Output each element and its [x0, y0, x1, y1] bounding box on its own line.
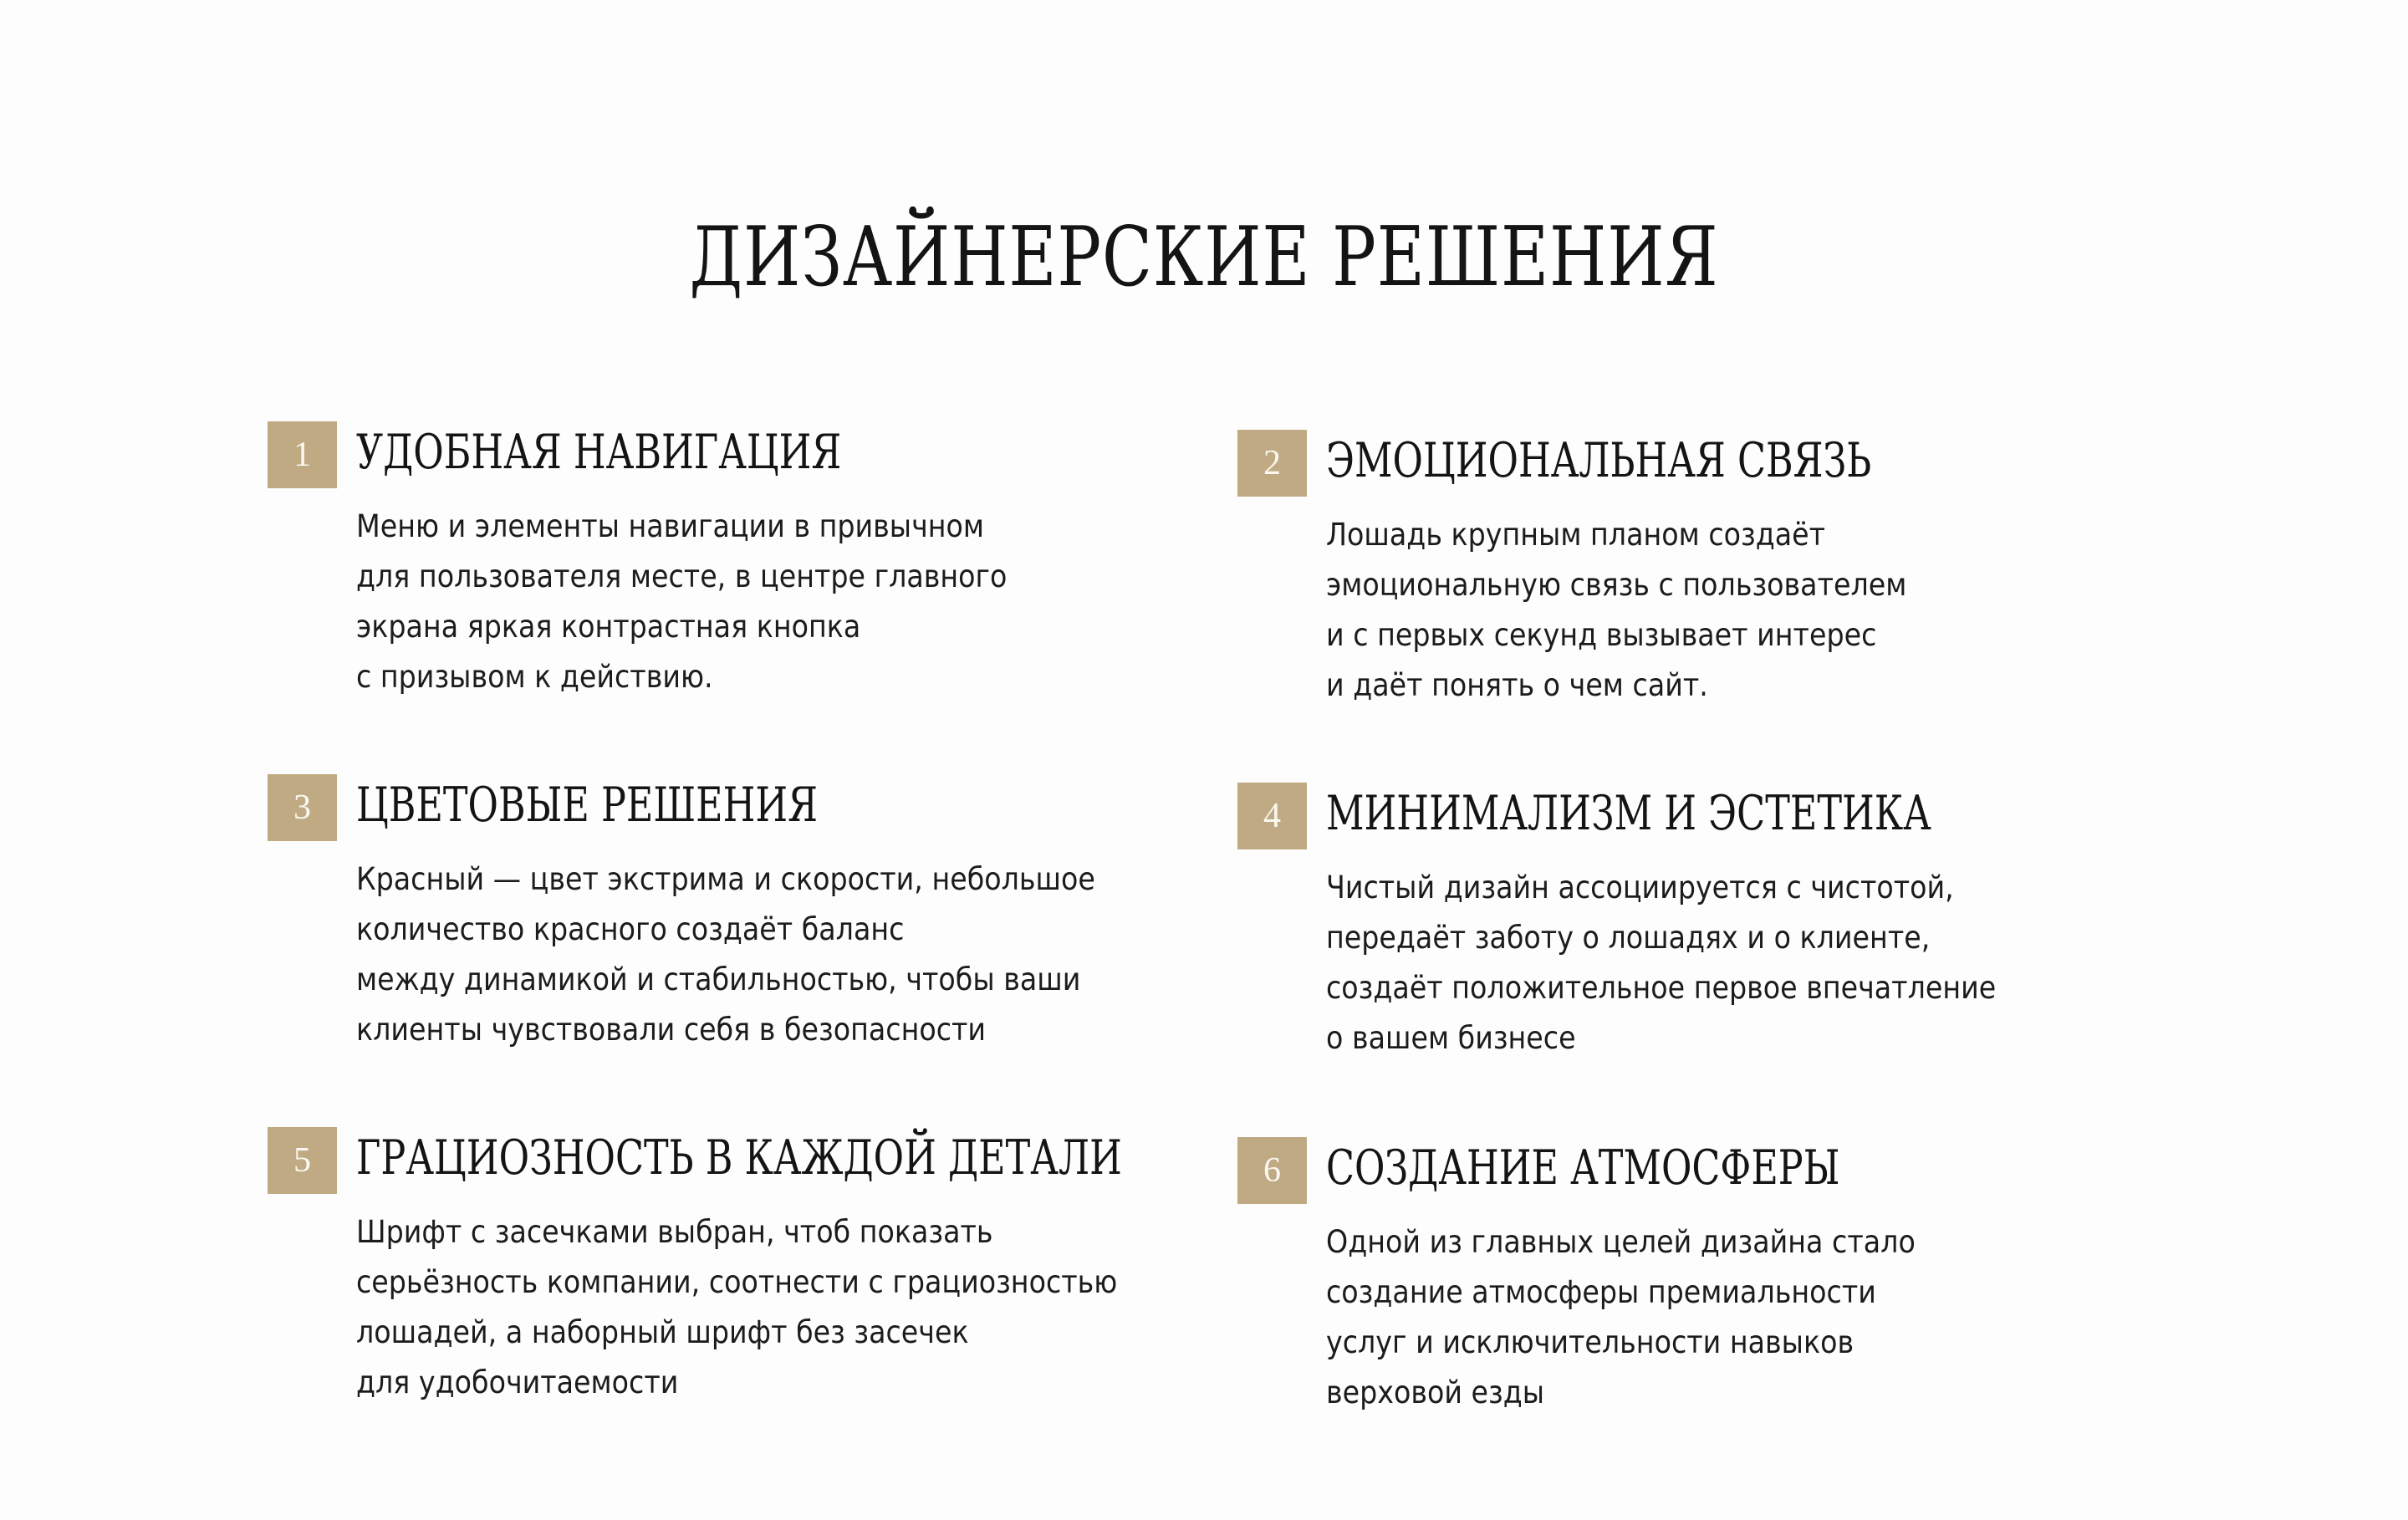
feature-heading: ЦВЕТОВЫЕ РЕШЕНИЯ	[356, 778, 819, 833]
description-line: Одной из главных целей дизайна стало	[1326, 1224, 1916, 1260]
feature-heading: ГРАЦИОЗНОСТЬ В КАЖДОЙ ДЕТАЛИ	[356, 1130, 1122, 1186]
feature-description	[1326, 863, 2003, 1063]
description-line: о вашем бизнесе	[1326, 1020, 1576, 1056]
feature-description	[1326, 510, 2003, 711]
description-line: эмоциональную связь с пользователем	[1326, 567, 1907, 603]
number-badge: 5	[268, 1127, 337, 1194]
description-line: клиенты чувствовали себя в безопасности	[356, 1012, 987, 1048]
description-line: с призывом к действию.	[356, 659, 713, 695]
description-line: для удобочитаемости	[356, 1364, 679, 1400]
description-line: лошадей, а наборный шрифт без засечек	[356, 1314, 969, 1350]
feature-heading: ЭМОЦИОНАЛЬНАЯ СВЯЗЬ	[1326, 433, 1872, 488]
description-line: верховой езды	[1326, 1375, 1545, 1410]
feature-description	[1326, 1217, 2003, 1418]
feature-description	[356, 1207, 1118, 1408]
description-line: и даёт понять о чем сайт.	[1326, 667, 1708, 703]
number-badge: 2	[1237, 430, 1307, 497]
description-line: для пользователя месте, в центре главного	[356, 559, 1008, 594]
description-line: Шрифт с засечками выбран, чтоб показать	[356, 1214, 993, 1250]
description-line: создание атмосферы премиальности	[1326, 1274, 1876, 1310]
description-line: и с первых секунд вызывает интерес	[1326, 617, 1877, 653]
feature-heading: УДОБНАЯ НАВИГАЦИЯ	[356, 425, 842, 480]
feature-description	[356, 502, 1033, 702]
description-line: Меню и элементы навигации в привычном	[356, 508, 985, 544]
description-line: серьёзность компании, соотнести с грациозностью	[356, 1264, 1118, 1300]
number-badge: 3	[268, 774, 337, 841]
description-line: Красный — цвет экстрима и скорости, небольшое	[356, 861, 1095, 897]
feature-heading: СОЗДАНИЕ АТМОСФЕРЫ	[1326, 1140, 1840, 1196]
description-line: передаёт заботу о лошадях и о клиенте,	[1326, 920, 1931, 956]
description-line: между динамикой и стабильностью, чтобы ваши	[356, 961, 1081, 997]
description-line: Чистый дизайн ассоциируется с чистотой,	[1326, 870, 1954, 905]
description-line: создаёт положительное первое впечатление	[1326, 970, 1997, 1006]
number-badge: 6	[1237, 1137, 1307, 1204]
description-line: экрана яркая контрастная кнопка	[356, 609, 861, 645]
page-title: ДИЗАЙНЕРСКИЕ РЕШЕНИЯ	[689, 210, 1719, 305]
description-line: услуг и исключительности навыков	[1326, 1324, 1854, 1360]
number-badge: 4	[1237, 783, 1307, 849]
feature-heading: МИНИМАЛИЗМ И ЭСТЕТИКА	[1326, 786, 1931, 841]
number-badge: 1	[268, 421, 337, 488]
description-line: Лошадь крупным планом создаёт	[1326, 517, 1826, 553]
feature-description	[356, 854, 1095, 1055]
description-line: количество красного создаёт баланс	[356, 911, 905, 947]
